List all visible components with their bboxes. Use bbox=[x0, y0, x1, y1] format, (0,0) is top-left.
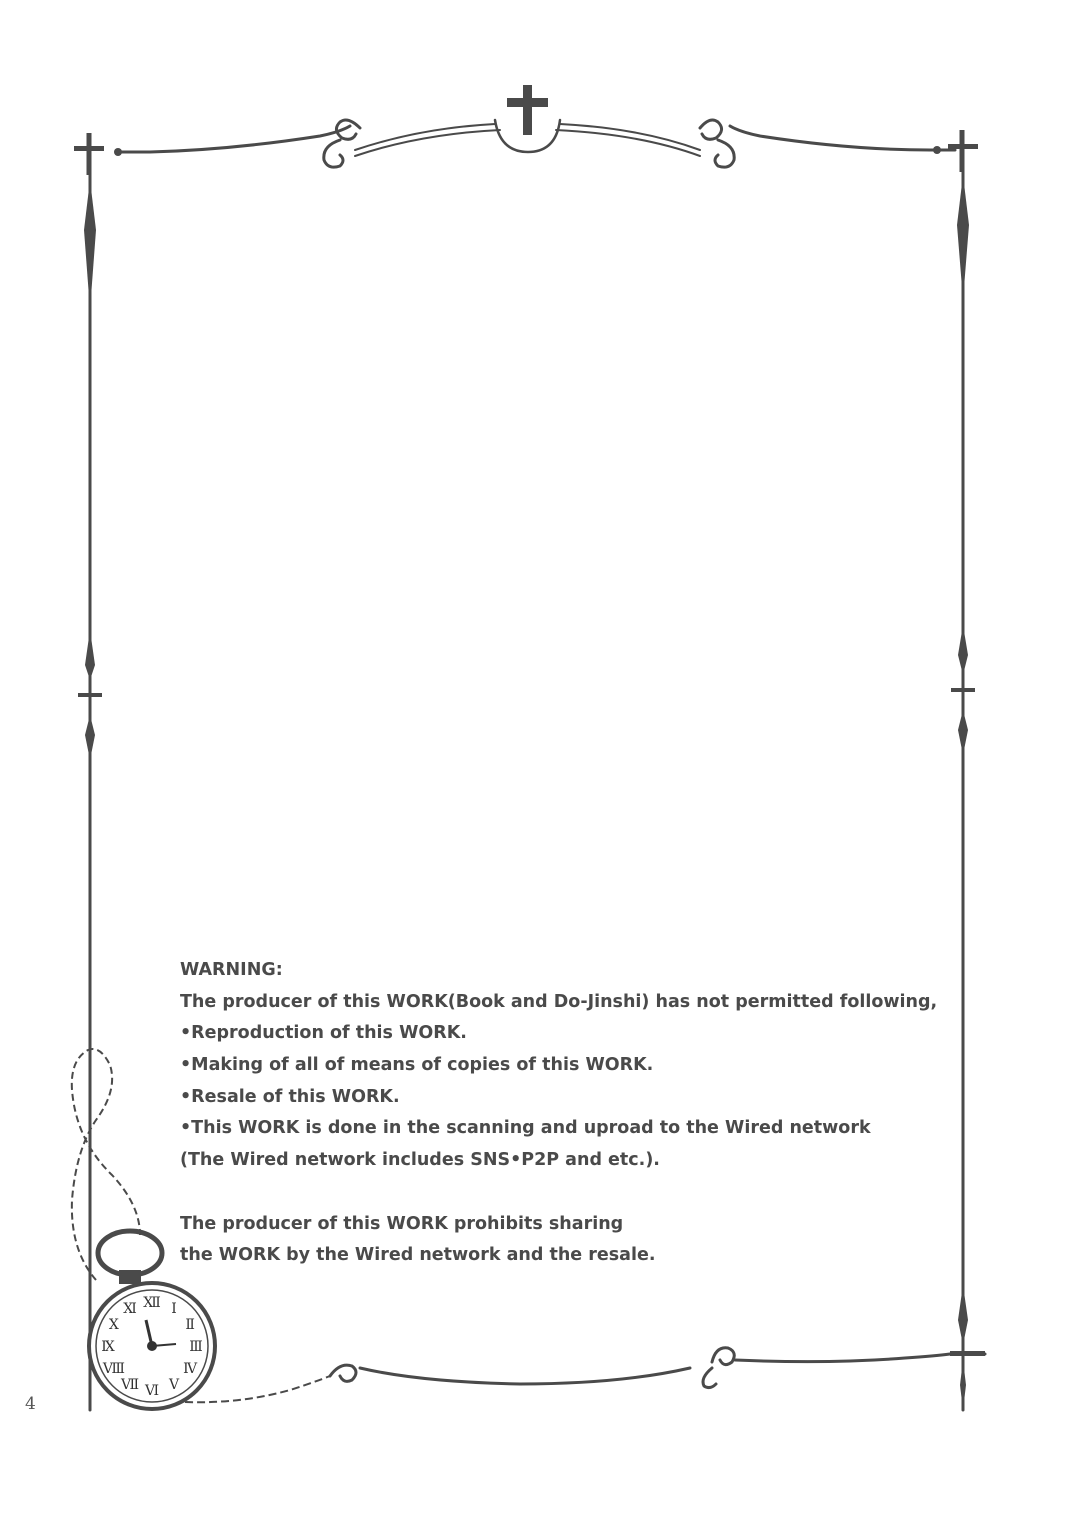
left-spike-mid-upper bbox=[85, 630, 95, 680]
clock-numeral: Ⅶ bbox=[120, 1377, 140, 1394]
right-spike-mid-upper bbox=[958, 625, 968, 675]
clock-numeral: Ⅱ bbox=[185, 1317, 195, 1333]
clock-numeral: Ⅻ bbox=[143, 1295, 161, 1311]
right-spike-bottom bbox=[958, 1285, 968, 1345]
top-scroll-left bbox=[324, 120, 360, 167]
right-mid-cross-h bbox=[951, 688, 975, 692]
cross-top-right-v bbox=[960, 130, 965, 172]
clock-numeral: Ⅴ bbox=[168, 1377, 180, 1394]
warning-notice bbox=[180, 955, 940, 1272]
watch-crown bbox=[119, 1270, 141, 1284]
cross-top-center-v bbox=[523, 85, 532, 135]
top-border-left bbox=[118, 126, 350, 152]
warning-closing: the WORK by the Wired network and the resale. bbox=[180, 1245, 656, 1266]
warning-item: •Reproduction of this WORK. bbox=[180, 1023, 467, 1044]
clock-numeral: Ⅷ bbox=[102, 1361, 125, 1377]
cross-top-left-h bbox=[74, 146, 104, 151]
warning-item: •Resale of this WORK. bbox=[180, 1086, 400, 1107]
page-number: 4 bbox=[25, 1394, 36, 1414]
watch-center bbox=[147, 1341, 157, 1351]
top-right-knob bbox=[933, 146, 941, 154]
clock-numeral: Ⅰ bbox=[171, 1300, 177, 1317]
cross-top-right-h bbox=[948, 144, 978, 149]
clock-numeral: Ⅺ bbox=[123, 1300, 137, 1317]
warning-item: •This WORK is done in the scanning and uproad to the Wired network bbox=[180, 1118, 871, 1139]
chain-loop bbox=[72, 1049, 140, 1280]
right-spike-top bbox=[957, 175, 969, 300]
clock-numeral: Ⅸ bbox=[101, 1339, 115, 1355]
bottom-border-left bbox=[360, 1368, 690, 1384]
clock-numeral: Ⅹ bbox=[108, 1317, 119, 1333]
left-mid-cross-h bbox=[78, 693, 102, 697]
left-spike-top bbox=[84, 180, 96, 310]
warning-spacer bbox=[180, 1177, 940, 1209]
bottom-scroll-left bbox=[330, 1365, 356, 1381]
warning-heading: WARNING: bbox=[180, 960, 283, 980]
warning-note: (The Wired network includes SNS•P2P and etc.). bbox=[180, 1150, 660, 1171]
bottom-scroll-right bbox=[703, 1348, 734, 1388]
watch-bow bbox=[98, 1231, 162, 1275]
clock-numeral: Ⅵ bbox=[144, 1383, 160, 1399]
cross-top-left-v bbox=[87, 133, 92, 175]
clock-numeral: Ⅳ bbox=[183, 1361, 198, 1377]
warning-intro: The producer of this WORK(Book and Do-Jinshi) has not permitted following, bbox=[180, 991, 938, 1012]
right-bottom-cross-h bbox=[950, 1351, 985, 1356]
right-spike-mid-lower bbox=[958, 710, 968, 755]
cross-top-center-h bbox=[507, 98, 548, 107]
left-spike-mid-lower bbox=[85, 715, 95, 760]
warning-closing: The producer of this WORK prohibits sharing bbox=[180, 1213, 624, 1234]
right-spike-bottom-end bbox=[960, 1360, 966, 1410]
top-left-knob bbox=[114, 148, 122, 156]
top-border-left-inner bbox=[355, 124, 495, 150]
warning-item: •Making of all of means of copies of this WORK. bbox=[180, 1055, 654, 1076]
bottom-border-right bbox=[735, 1354, 985, 1362]
top-border-right bbox=[730, 126, 955, 150]
clock-numeral: Ⅲ bbox=[189, 1339, 203, 1355]
